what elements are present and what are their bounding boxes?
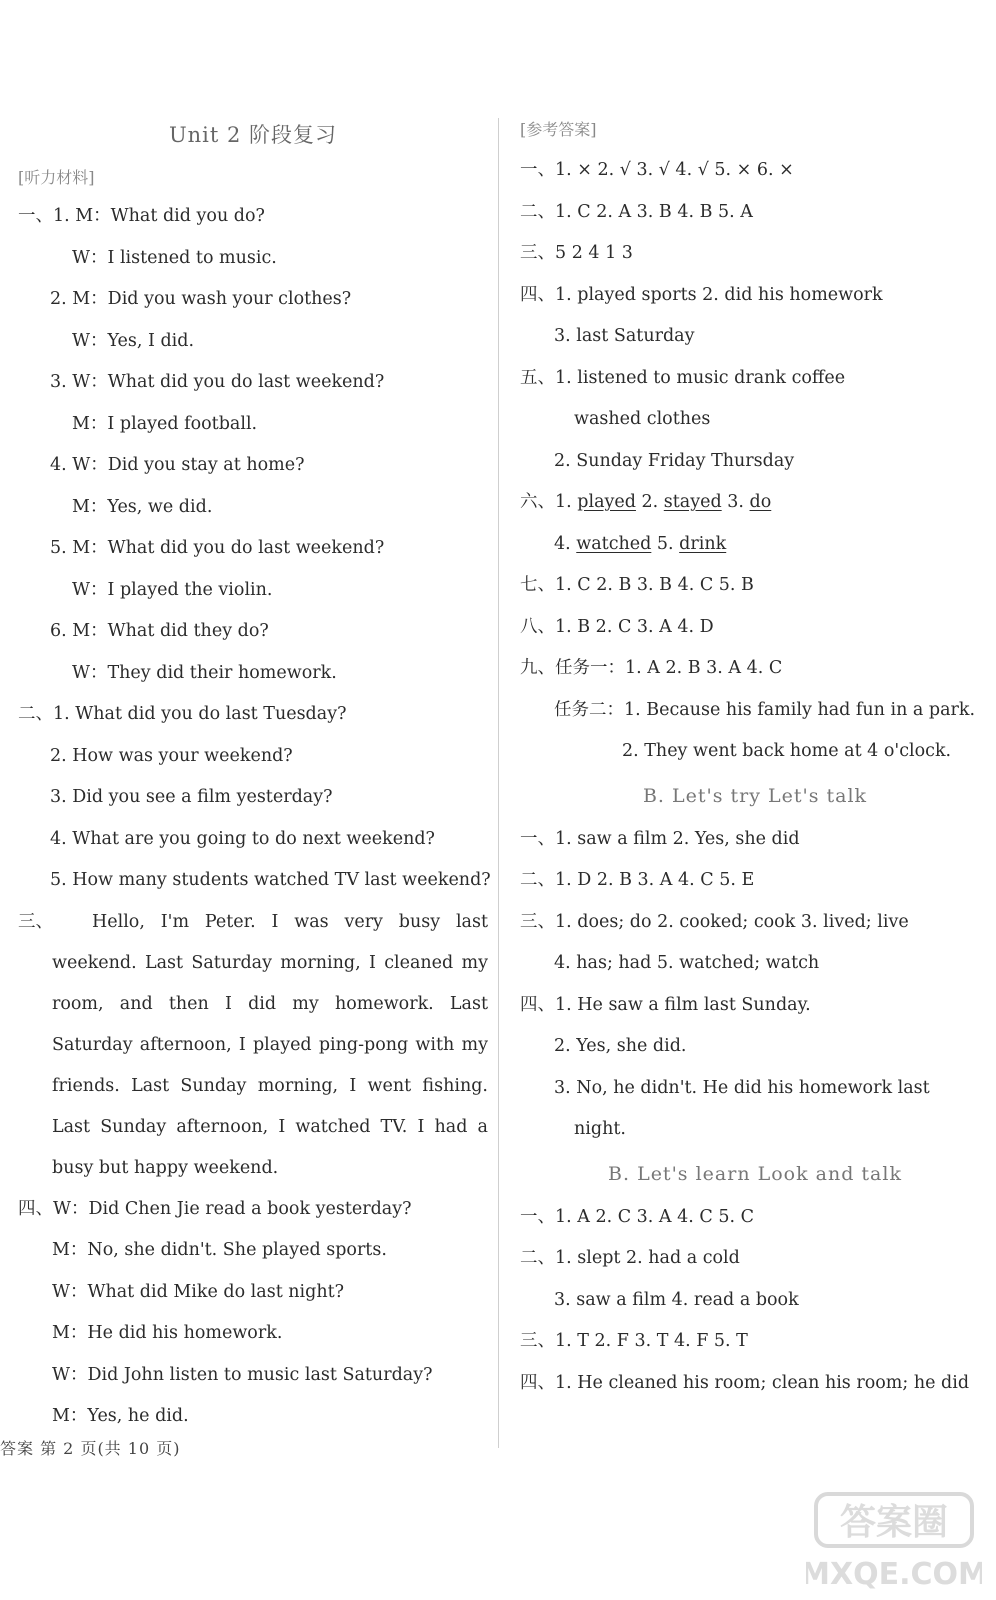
section-heading: B. Let's try Let's talk — [642, 784, 868, 807]
listening-line: 5. How many students watched TV last weekend? — [50, 870, 491, 890]
column-divider — [498, 118, 499, 1448]
listening-line: 6. M：What did they do? — [50, 621, 269, 641]
listening-line: 一、1. M：What did you do? — [18, 206, 265, 226]
answer-line: 3. No, he didn't. He did his homework last — [554, 1077, 930, 1098]
unit-title: Unit 2 阶段复习 — [168, 123, 338, 147]
answer-line: 九、任务一：1. A 2. B 3. A 4. C — [520, 658, 783, 678]
listening-line: M：He did his homework. — [52, 1323, 283, 1343]
answer-line: 三、1. does; do 2. cooked; cook 3. lived; live — [520, 911, 909, 932]
answer-line: 一、1. × 2. √ 3. √ 4. √ 5. × 6. × — [520, 160, 794, 180]
answer-line: 二、1. C 2. A 3. B 4. B 5. A — [520, 201, 753, 222]
answer-line: 3. last Saturday — [554, 326, 695, 346]
listening-line: 2. M：Did you wash your clothes? — [50, 289, 352, 309]
underlined-word: watched — [576, 533, 652, 554]
answer-line: 一、1. A 2. C 3. A 4. C 5. C — [520, 1206, 754, 1227]
answer-line: 八、1. B 2. C 3. A 4. D — [520, 616, 714, 637]
answer-line: 2. Sunday Friday Thursday — [554, 450, 795, 471]
answer-line: 二、1. D 2. B 3. A 4. C 5. E — [520, 870, 755, 890]
listening-line: 3. W：What did you do last weekend? — [50, 372, 385, 392]
underlined-word: drink — [679, 533, 727, 554]
listening-line: W：They did their homework. — [72, 662, 337, 683]
answer-line: 三、1. T 2. F 3. T 4. F 5. T — [520, 1331, 748, 1351]
listening-line: W：Yes, I did. — [72, 330, 195, 351]
listening-line: 二、1. What did you do last Tuesday? — [18, 704, 347, 724]
underlined-word: played — [577, 492, 636, 512]
answer-line: 三、5 2 4 1 3 — [520, 243, 633, 263]
passage-label: 三、 — [18, 911, 53, 932]
underlined-word: do — [749, 492, 772, 512]
listening-line: W：Did John listen to music last Saturday? — [52, 1364, 433, 1385]
answer-line-six — [520, 482, 990, 524]
listening-line: W：I listened to music. — [72, 247, 277, 268]
listening-column — [18, 110, 491, 1438]
listening-line: 5. M：What did you do last weekend? — [50, 538, 385, 558]
answer-text: 2. — [635, 492, 664, 512]
listening-line: 2. How was your weekend? — [50, 745, 293, 766]
listening-passage — [18, 902, 488, 1189]
listening-line: W：What did Mike do last night? — [52, 1281, 345, 1302]
answer-line: 四、1. He cleaned his room; clean his room; he did — [520, 1372, 970, 1393]
answer-line: 二、1. slept 2. had a cold — [520, 1248, 740, 1268]
section-heading: B. Let's learn Look and talk — [608, 1162, 902, 1185]
answers-column — [520, 110, 990, 1404]
answer-line: 4. has; had 5. watched; watch — [554, 953, 820, 973]
answer-text: 5. — [651, 533, 680, 554]
answer-line: 五、1. listened to music drank coffee — [520, 367, 846, 388]
listening-line: M：I played football. — [72, 413, 258, 434]
answer-line: 2. They went back home at 4 o'clock. — [622, 741, 952, 761]
answer-line: 任务二：1. Because his family had fun in a park. — [554, 699, 976, 720]
svg-text:MXQE.COM: MXQE.COM — [806, 1557, 982, 1592]
answer-text: 六、1. — [520, 492, 578, 512]
passage-text: Hello, I'm Peter. I was very busy last weekend. Last Saturday morning, I cleaned my room, and then I did my homework. Last Saturday afternoon, I played ping-pong with my friends. Last Sunday morning, I went fishing. Last Sunday afternoon, I watched TV. I had a busy but happy weekend. — [52, 911, 488, 1178]
listening-line: 4. What are you going to do next weekend? — [50, 828, 435, 849]
answer-line: 七、1. C 2. B 3. B 4. C 5. B — [520, 575, 754, 595]
answer-line: 2. Yes, she did. — [554, 1036, 687, 1056]
answer-line: 一、1. saw a film 2. Yes, she did — [520, 828, 800, 849]
listening-line: 3. Did you see a film yesterday? — [50, 787, 333, 807]
listening-line: M：Yes, we did. — [72, 496, 213, 517]
answers-tag: [参考答案] — [520, 120, 597, 139]
answer-line: washed clothes — [574, 409, 711, 429]
listening-line: M：No, she didn't. She played sports. — [52, 1240, 387, 1260]
answer-line: 3. saw a film 4. read a book — [554, 1289, 799, 1310]
svg-text:答案圈: 答案圈 — [839, 1502, 949, 1543]
listening-line: 四、W：Did Chen Jie read a book yesterday? — [18, 1198, 412, 1219]
listening-line: M：Yes, he did. — [52, 1406, 189, 1426]
answer-text: 3. — [721, 492, 750, 512]
underlined-word: stayed — [663, 492, 722, 512]
listening-line: 4. W：Did you stay at home? — [50, 455, 305, 475]
site-watermark-logo — [806, 1486, 982, 1596]
listening-tag: [听力材料] — [18, 168, 95, 187]
answer-line: 四、1. played sports 2. did his homework — [520, 284, 883, 305]
answer-line: night. — [574, 1119, 626, 1139]
page-footer: 答案 第 2 页(共 10 页) — [0, 1439, 181, 1458]
answer-line-six — [520, 524, 990, 566]
listening-line: W：I played the violin. — [72, 579, 273, 600]
answer-line: 四、1. He saw a film last Sunday. — [520, 994, 811, 1015]
answer-text: 4. — [554, 533, 577, 554]
